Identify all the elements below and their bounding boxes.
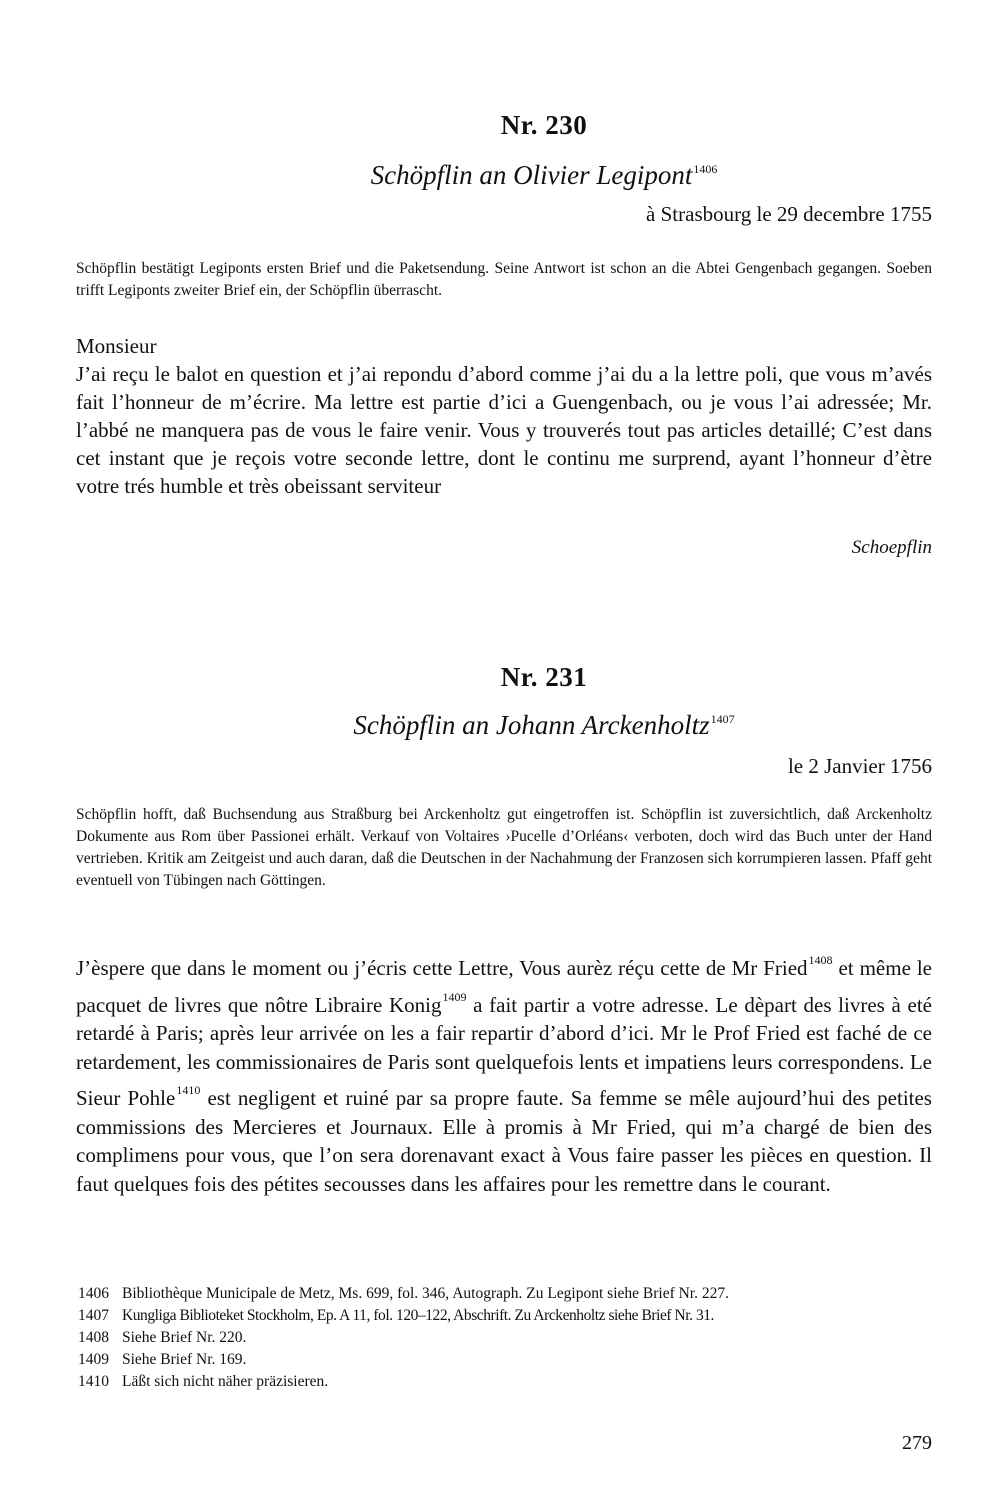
footnote-number: 1408 — [78, 1329, 109, 1346]
footnote — [78, 1349, 934, 1371]
footnote-number: 1407 — [78, 1307, 109, 1324]
footnotes — [78, 1283, 934, 1393]
letter-230-title-footnote-ref: 1406 — [693, 162, 718, 176]
letter-231-text-part3: a fait partir a votre adresse. Le dèpart des livres à eté retardé à Paris; après leur arrivée on les a fair repartir d’abord d’ici. Mr le Prof Fried est faché de ce retardement, les commissionaires de Paris sont quelquefois lents et impatiens leurs correspondens. Le Sieur Pohle — [76, 992, 932, 1110]
letter-230-date: à Strasbourg le 29 decembre 1755 — [646, 202, 932, 226]
letter-231-title-text: Schöpflin an Johann Arckenholtz — [353, 710, 710, 740]
footnote-number: 1410 — [78, 1373, 109, 1390]
footnote-number: 1409 — [78, 1351, 109, 1368]
letter-231-text — [76, 946, 932, 1198]
letter-230-summary: Schöpflin bestätigt Legiponts ersten Brief und die Paketsendung. Seine Antwort ist schon an die Abtei Gengenbach gegangen. Soeben trifft Legiponts zweiter Brief ein, der Schöpflin überrascht. — [76, 260, 932, 299]
footnote-text: Kungliga Biblioteket Stockholm, Ep. A 11, fol. 120–122, Abschrift. Zu Arckenholtz siehe Brief Nr. 31. — [122, 1307, 714, 1324]
letter-230-salutation: Monsieur — [76, 334, 157, 358]
footnote-text: Siehe Brief Nr. 220. — [122, 1329, 247, 1346]
footnote — [78, 1305, 934, 1327]
letter-230-title — [76, 160, 932, 191]
footnote-text: Bibliothèque Municipale de Metz, Ms. 699, fol. 346, Autograph. Zu Legipont siehe Brief Nr. 227. — [122, 1285, 729, 1302]
page-number: 279 — [902, 1432, 932, 1454]
letter-231-body — [76, 946, 932, 1198]
letter-230-body — [76, 332, 932, 500]
letter-231-summary: Schöpflin hofft, daß Buchsendung aus Straßburg bei Arckenholtz gut eingetroffen ist. Schöpflin ist zuversichtlich, daß Arckenholtz Dokumente aus Rom über Passionei erhält. Verkauf von Voltaires ›Pucelle d’Orléans‹ verboten, doch wird das Buch unter der Hand vertrieben. Kritik am Zeitgeist und auch daran, daß die Deutschen in der Nachahmung der Franzosen sich korrumpieren lassen. Pfaff geht eventuell von Tübingen nach Göttingen. — [76, 806, 932, 889]
letter-231-text-part1: J’èspere que dans le moment ou j’écris cette Lettre, Vous aurèz réçu cette de Mr Fried — [76, 956, 808, 980]
letter-231-text-part4: est negligent et ruiné par sa propre faute. Sa femme se mêle aujourd’hui des petites commissions des Mercieres et Journaux. Elle à promis à Mr Fried, qui m’a chargé de bien des complimens pour vous, que l’on sera dorenavant exact à Vous faire passer les pièces en question. Il faut quelques fois des pétites secousses dans les affaires pour les remettre dans le courant. — [76, 1086, 932, 1196]
footnote-text: Läßt sich nicht näher präzisieren. — [122, 1373, 329, 1390]
footnote-ref-1409: 1409 — [442, 989, 467, 1004]
footnote-ref-1408: 1408 — [808, 953, 833, 967]
footnote-text: Siehe Brief Nr. 169. — [122, 1351, 247, 1368]
footnote — [78, 1283, 934, 1305]
letter-231-title — [76, 710, 932, 741]
letter-230-signature: Schoepflin — [851, 537, 932, 558]
letter-231-text-part2: et même le pacquet de livres que nôtre Libraire Konig — [76, 956, 933, 1017]
footnote-ref-1410: 1410 — [176, 1083, 201, 1097]
letter-231-date: le 2 Janvier 1756 — [787, 754, 932, 778]
footnote-number: 1406 — [78, 1285, 109, 1302]
letter-230-text: J’ai reçu le balot en question et j’ai repondu d’abord comme j’ai du a la lettre poli, que vous m’avés fait l’honneur de m’écrire. Ma lettre est partie d’ici a Guengenbach, ou je vous l’ai adressée; Mr. l’abbé ne manquera pas de vous le faire venir. Vous y trouverés tout pas articles detaillé; C’est dans cet instant que je reçois votre seconde lettre, dont le continu me surprend, ayant l’honneur d’ètre votre trés humble et très obeissant serviteur — [76, 362, 932, 498]
letter-230-title-text: Schöpflin an Olivier Legipont — [370, 160, 693, 190]
letter-231-number: Nr. 231 — [500, 662, 588, 692]
letter-230-number: Nr. 230 — [500, 110, 588, 140]
letter-231-title-footnote-ref: 1407 — [710, 712, 735, 726]
footnote — [78, 1327, 934, 1349]
footnote — [78, 1371, 934, 1393]
